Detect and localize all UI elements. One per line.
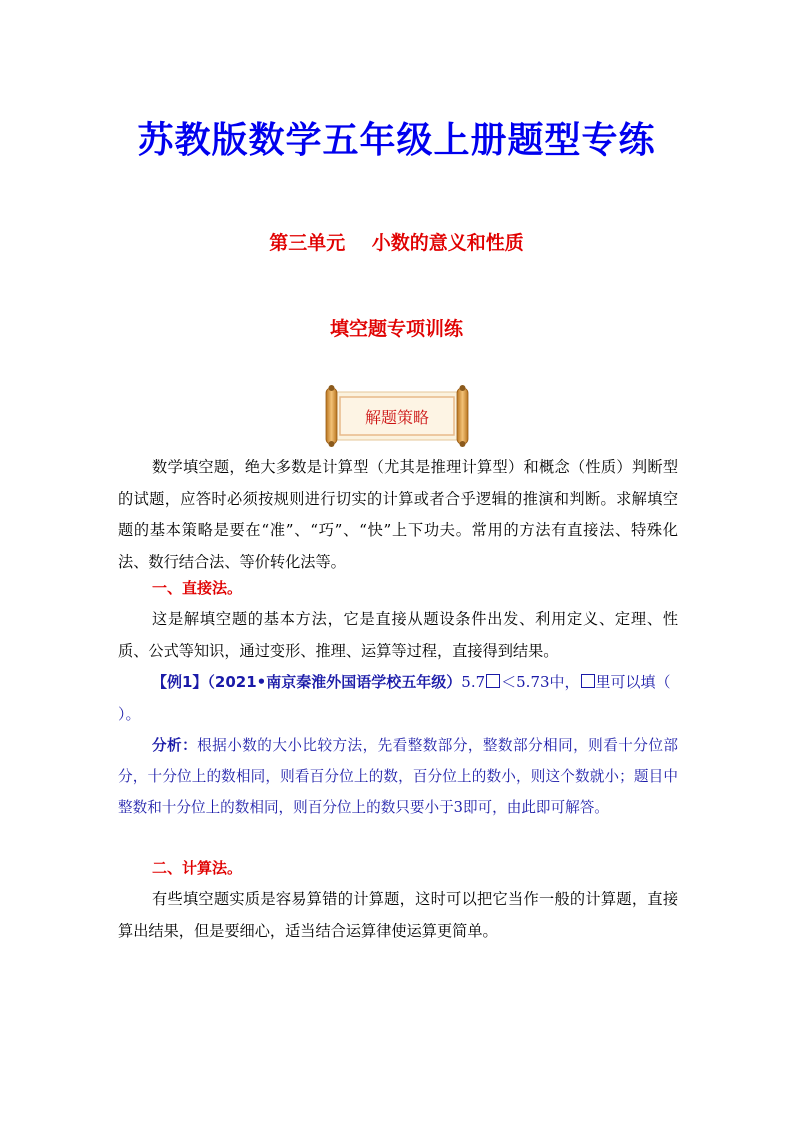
example1-question [118, 667, 678, 730]
section2-paragraph: 有些填空题实质是容易算错的计算题，这时可以把它当作一般的计算题，直接算出结果，但是要细心，适当结合运算律使运算更简单。 [118, 890, 678, 940]
section-subtitle: 填空题专项训练 [329, 318, 463, 340]
analysis1-text: 根据小数的大小比较方法，先看整数部分，整数部分相同，则看十分位部分，十分位上的数相同，则看百分位上的数，百分位上的数小，则这个数就小；题目中整数和十分位上的数相同，则百分位上的数只要小于3即可，由此即可解答。 [118, 737, 678, 816]
unit-title: 第三单元 小数的意义和性质 [269, 232, 524, 254]
intro-paragraph: 数学填空题，绝大多数是计算型（尤其是推理计算型）和概念（性质）判断型的试题，应答时必须按规则进行切实的计算或者合乎逻辑的推演和判断。求解填空题的基本策略是要在“准”、“巧”、“快”上下功夫。常用的方法有直接法、特殊化法、数行结合法、等价转化法等。 [118, 458, 678, 571]
example1-q-part1: 5.7 [461, 673, 486, 691]
example1-q-part2: ＜5.73中， [501, 673, 580, 691]
example1-label: 【例1】（2021•南京秦淮外国语学校五年级） [152, 673, 462, 691]
document-title: 苏教版数学五年级上册题型专练 [137, 120, 656, 161]
analysis1-paragraph [118, 730, 678, 823]
section1-heading: 一、直接法。 [152, 579, 243, 597]
blank-box-icon [486, 674, 500, 688]
section2-heading: 二、计算法。 [152, 859, 243, 877]
blank-box-icon [581, 674, 595, 688]
analysis1-label: 分析： [152, 737, 198, 754]
scroll-banner-label: 解题策略 [364, 408, 429, 427]
section1-paragraph: 这是解填空题的基本方法，它是直接从题设条件出发、利用定义、定理、性质、公式等知识，通过变形、推理、运算等过程，直接得到结果。 [118, 610, 678, 660]
example1-q-part3: 里可以填（ ）。 [118, 673, 671, 723]
strategy-scroll-banner [323, 385, 471, 447]
